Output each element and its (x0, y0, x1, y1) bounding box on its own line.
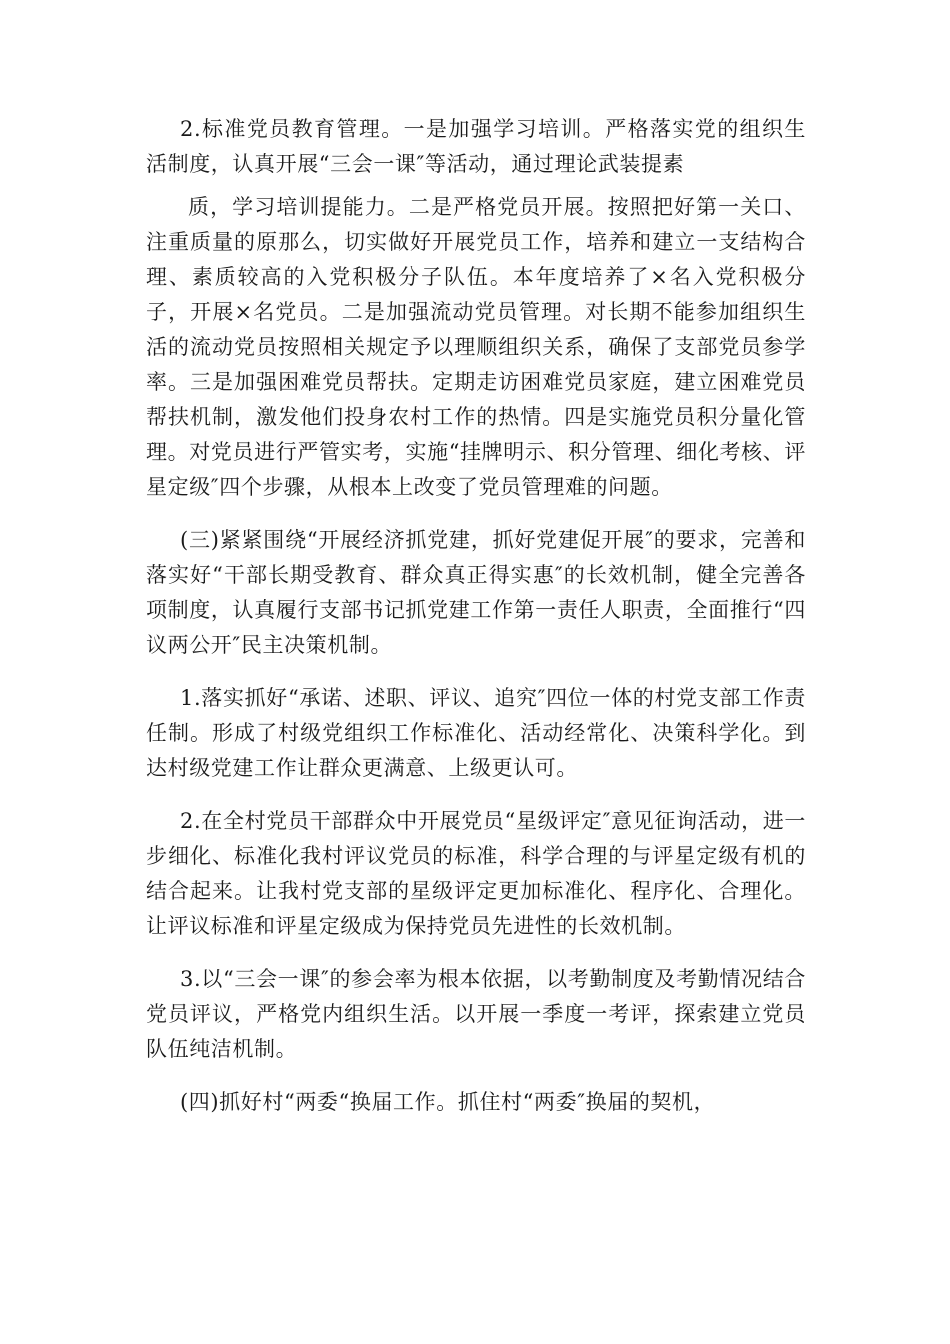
document-body (146, 112, 806, 1120)
paragraph-6: 3.以“三会一课″的参会率为根本依据，以考勤制度及考勤情况结合党员评议，严格党内组织生活。以开展一季度一考评，探索建立党员队伍纯洁机制。 (146, 967, 806, 1061)
paragraph-3: (三)紧紧围绕“开展经济抓党建，抓好党建促开展″的要求，完善和落实好“干部长期受教育、群众真正得实惠″的长效机制，健全完善各项制度，认真履行支部书记抓党建工作第一责任人职责，全面推行“四议两公开″民主决策机制。 (146, 528, 806, 657)
paragraph-2: 质，学习培训提能力。二是严格党员开展。按照把好第一关口、注重质量的原那么，切实做好开展党员工作，培养和建立一支结构合理、素质较高的入党积极分子队伍。本年度培养了×名入党积极分子，开展×名党员。二是加强流动党员管理。对长期不能参加组织生活的流动党员按照相关规定予以理顺组织关系，确保了支部党员参学率。三是加强困难党员帮扶。定期走访困难党员家庭，建立困难党员帮扶机制，激发他们投身农村工作的热情。四是实施党员积分量化管理。对党员进行严管实考，实施“挂牌明示、积分管理、细化考核、评星定级″四个步骤，从根本上改变了党员管理难的问题。 (146, 195, 806, 499)
paragraph-1: 2.标准党员教育管理。一是加强学习培训。严格落实党的组织生活制度，认真开展“三会一课″等活动，通过理论武装提素 (146, 117, 806, 176)
paragraph-4: 1.落实抓好“承诺、述职、评议、追究″四位一体的村党支部工作责任制。形成了村级党组织工作标准化、活动经常化、决策科学化。到达村级党建工作让群众更满意、上级更认可。 (146, 686, 806, 780)
paragraph-5: 2.在全村党员干部群众中开展党员“星级评定″意见征询活动，进一步细化、标准化我村评议党员的标准，科学合理的与评星定级有机的结合起来。让我村党支部的星级评定更加标准化、程序化、合理化。让评议标准和评星定级成为保持党员先进性的长效机制。 (146, 809, 806, 938)
paragraph-7: (四)抓好村“两委“换届工作。抓住村“两委″换届的契机， (180, 1090, 716, 1114)
